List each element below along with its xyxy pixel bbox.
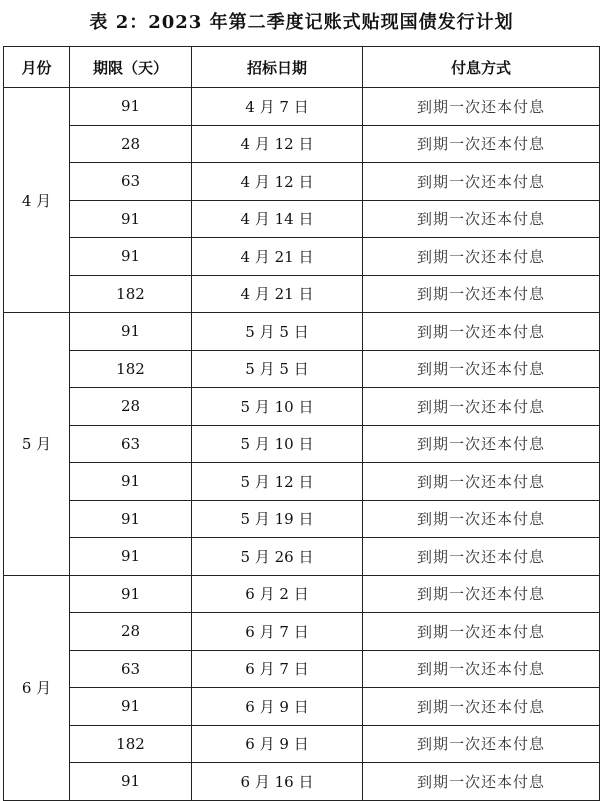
payment-cell: 到期一次还本付息 <box>363 125 600 163</box>
term-cell: 91 <box>70 575 192 613</box>
table-row <box>4 313 600 351</box>
payment-cell: 到期一次还本付息 <box>363 613 600 651</box>
term-cell: 91 <box>70 200 192 238</box>
table-row <box>4 688 600 726</box>
header-month: 月份 <box>4 47 70 88</box>
table-body <box>4 88 600 801</box>
date-cell: 6 月 7 日 <box>192 650 363 688</box>
table-row <box>4 725 600 763</box>
header-row <box>4 47 600 88</box>
bond-schedule-table <box>3 46 600 801</box>
term-cell: 91 <box>70 688 192 726</box>
date-cell: 5 月 5 日 <box>192 350 363 388</box>
table-row <box>4 575 600 613</box>
term-cell: 28 <box>70 613 192 651</box>
term-cell: 63 <box>70 163 192 201</box>
table-row <box>4 538 600 576</box>
term-cell: 91 <box>70 763 192 801</box>
date-cell: 4 月 21 日 <box>192 238 363 276</box>
table-row <box>4 125 600 163</box>
date-cell: 4 月 7 日 <box>192 88 363 126</box>
table-row <box>4 163 600 201</box>
payment-cell: 到期一次还本付息 <box>363 463 600 501</box>
header-date: 招标日期 <box>192 47 363 88</box>
term-cell: 91 <box>70 500 192 538</box>
table-row <box>4 500 600 538</box>
table-row <box>4 388 600 426</box>
payment-cell: 到期一次还本付息 <box>363 538 600 576</box>
term-cell: 91 <box>70 313 192 351</box>
term-cell: 182 <box>70 725 192 763</box>
date-cell: 5 月 26 日 <box>192 538 363 576</box>
payment-cell: 到期一次还本付息 <box>363 350 600 388</box>
term-cell: 28 <box>70 388 192 426</box>
date-cell: 5 月 12 日 <box>192 463 363 501</box>
payment-cell: 到期一次还本付息 <box>363 725 600 763</box>
table-row <box>4 613 600 651</box>
payment-cell: 到期一次还本付息 <box>363 575 600 613</box>
table-row <box>4 463 600 501</box>
date-cell: 4 月 12 日 <box>192 125 363 163</box>
payment-cell: 到期一次还本付息 <box>363 88 600 126</box>
term-cell: 182 <box>70 350 192 388</box>
payment-cell: 到期一次还本付息 <box>363 163 600 201</box>
table-row <box>4 200 600 238</box>
date-cell: 4 月 21 日 <box>192 275 363 313</box>
header-payment: 付息方式 <box>363 47 600 88</box>
table-row <box>4 425 600 463</box>
month-cell: 4 月 <box>4 88 70 313</box>
payment-cell: 到期一次还本付息 <box>363 500 600 538</box>
month-cell: 6 月 <box>4 575 70 800</box>
date-cell: 6 月 7 日 <box>192 613 363 651</box>
payment-cell: 到期一次还本付息 <box>363 650 600 688</box>
payment-cell: 到期一次还本付息 <box>363 200 600 238</box>
table-row <box>4 238 600 276</box>
date-cell: 6 月 9 日 <box>192 725 363 763</box>
payment-cell: 到期一次还本付息 <box>363 688 600 726</box>
payment-cell: 到期一次还本付息 <box>363 388 600 426</box>
date-cell: 4 月 12 日 <box>192 163 363 201</box>
header-term: 期限（天） <box>70 47 192 88</box>
date-cell: 5 月 19 日 <box>192 500 363 538</box>
payment-cell: 到期一次还本付息 <box>363 313 600 351</box>
payment-cell: 到期一次还本付息 <box>363 275 600 313</box>
date-cell: 4 月 14 日 <box>192 200 363 238</box>
table-title: 表 2：2023 年第二季度记账式贴现国债发行计划 <box>89 12 514 33</box>
date-cell: 6 月 16 日 <box>192 763 363 801</box>
payment-cell: 到期一次还本付息 <box>363 763 600 801</box>
term-cell: 63 <box>70 650 192 688</box>
term-cell: 91 <box>70 463 192 501</box>
table-row <box>4 350 600 388</box>
term-cell: 28 <box>70 125 192 163</box>
table-row <box>4 763 600 801</box>
date-cell: 6 月 9 日 <box>192 688 363 726</box>
term-cell: 63 <box>70 425 192 463</box>
table-row <box>4 650 600 688</box>
payment-cell: 到期一次还本付息 <box>363 425 600 463</box>
payment-cell: 到期一次还本付息 <box>363 238 600 276</box>
date-cell: 5 月 5 日 <box>192 313 363 351</box>
month-cell: 5 月 <box>4 313 70 576</box>
term-cell: 182 <box>70 275 192 313</box>
date-cell: 5 月 10 日 <box>192 425 363 463</box>
date-cell: 6 月 2 日 <box>192 575 363 613</box>
term-cell: 91 <box>70 88 192 126</box>
term-cell: 91 <box>70 238 192 276</box>
date-cell: 5 月 10 日 <box>192 388 363 426</box>
term-cell: 91 <box>70 538 192 576</box>
table-row <box>4 275 600 313</box>
table-row <box>4 88 600 126</box>
